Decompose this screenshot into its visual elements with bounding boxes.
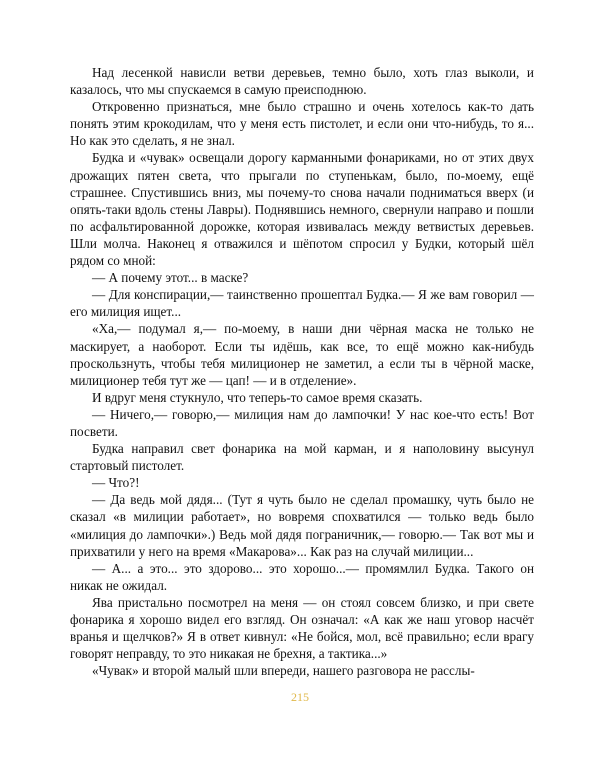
paragraph: И вдруг меня стукнуло, что теперь-то самое время сказать. xyxy=(92,389,423,405)
paragraph: — А... а это... это здорово... это хорошо...— промямлил Будка. Такого он никак не ожидал. xyxy=(70,560,534,593)
paragraph: — Да ведь мой дядя... (Тут я чуть было не сделал промашку, чуть было не сказал «в милиции работает», но вовремя спохватился — только ведь было «милиция до лампочки».) Ведь мой дядя пограничник,— говорю.— Так вот мы и прихватили у него на время «Макарова»... Как раз на случай милиции... xyxy=(70,492,534,559)
paragraph: Ява пристально посмотрел на меня — он стоял совсем близко, и при свете фонарика я хорошо видел его взгляд. Он означал: «А как же наш уговор насчёт вранья и щелчков?» Я в ответ кивнул: «Не бойся, мол, всё правильно; если врагу говорят неправду, то это никакая не брехня, а тактика...» xyxy=(70,594,534,662)
paragraph: Будка направил свет фонарика на мой карман, и я наполовину высунул стартовый пистолет. xyxy=(70,441,534,474)
paragraph: — А почему этот... в маске? xyxy=(92,270,249,286)
paragraph: «Ха,— подумал я,— по-моему, в наши дни чёрная маска не только не маскирует, а наоборот. Если ты идёшь, как все, то ещё можно как-нибудь проскользнуть, чтобы тебя милиционер не заметил, а если ты в чёрной маске, милиционер тебя тут же — цап! — и в отделение». xyxy=(70,321,534,388)
paragraph: Откровенно признаться, мне было страшно и очень хотелось как-то дать понять этим крокодилам, что у меня есть пистолет, и если они что-нибудь, то я... Но как это сделать, я не знал. xyxy=(70,99,534,149)
paragraph: «Чувак» и второй малый шли впереди, нашего разговора не расслы- xyxy=(92,663,475,679)
paragraph: Над лесенкой нависли ветви деревьев, темно было, хоть глаз выколи, и казалось, что мы спускаемся в самую преисподнюю. xyxy=(70,65,534,98)
page-text xyxy=(70,64,534,679)
paragraph: — Для конспирации,— таинственно прошептал Будка.— Я же вам говорил — его милиция ищет... xyxy=(70,287,534,320)
paragraph: — Ничего,— говорю,— милиция нам до лампочки! У нас кое-что есть! Вот посвети. xyxy=(70,406,534,439)
paragraph: Будка и «чувак» освещали дорогу карманными фонариками, но от этих двух дрожащих пятен света, что прыгали по ступенькам, было, по-моему, ещё страшнее. Спустившись вниз, мы почему-то снова начали подниматься вверх (и опять-таки вдоль стены Лавры). Поднявшись немного, свернули направо и пошли по асфальтированной дорожке, которая извивалась между ветвистых деревьев. Шли молча. Наконец я отважился и шёпотом спросил у Будки, который шёл рядом со мной: xyxy=(70,150,534,269)
paragraph: — Что?! xyxy=(92,475,140,491)
page-number: 215 xyxy=(291,690,309,704)
